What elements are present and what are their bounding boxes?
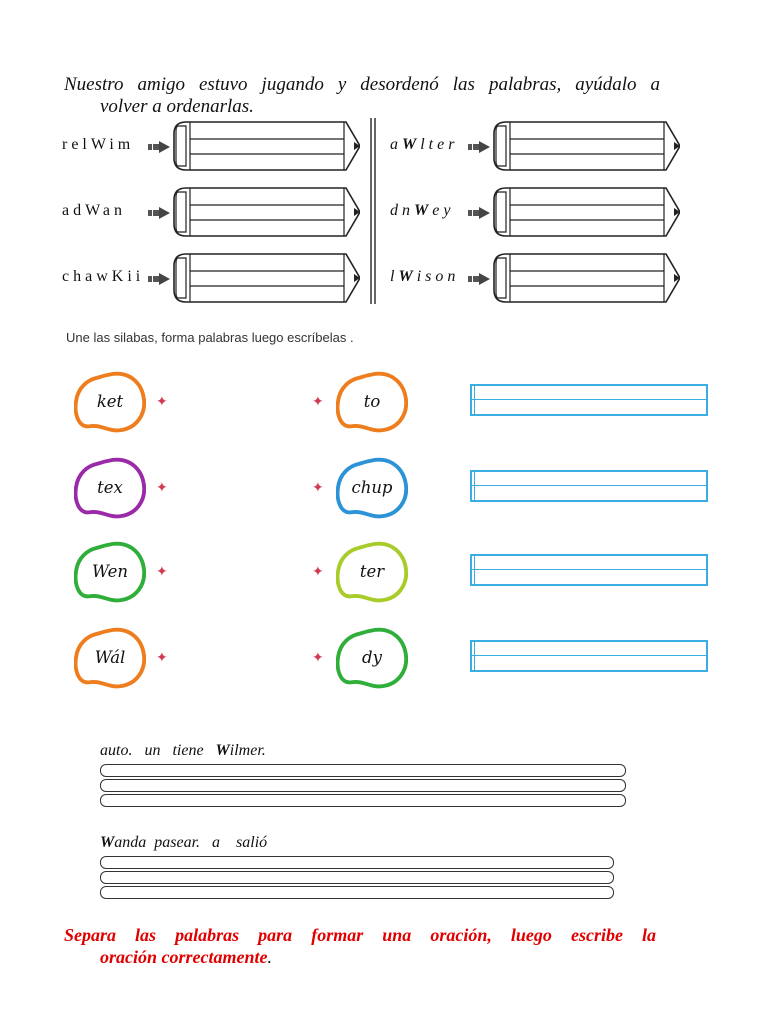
intro-line-2: volver a ordenarlas. bbox=[100, 96, 254, 117]
scrambled-word-right-3 bbox=[390, 268, 459, 286]
syllable-text: ter bbox=[359, 561, 385, 581]
pencil-answer-field-left-2[interactable] bbox=[172, 186, 360, 243]
pencil-answer-field-right-2[interactable] bbox=[492, 186, 680, 243]
scrambled-word-left-3 bbox=[62, 268, 144, 286]
sentence-part: auto. un tiene bbox=[100, 742, 216, 759]
pencil-answer-field-right-3[interactable] bbox=[492, 252, 680, 309]
word-writing-box-3[interactable] bbox=[470, 554, 708, 586]
scrambled-word-left-2 bbox=[62, 202, 126, 220]
sentence-part: anda pasear. a salió bbox=[114, 834, 268, 851]
plus-star-icon: ✦ bbox=[312, 565, 324, 580]
instruction-line-2: oración correctamente bbox=[100, 947, 268, 967]
plus-star-icon: ✦ bbox=[156, 481, 168, 496]
arrow-right-icon bbox=[148, 272, 170, 291]
writing-margin-line bbox=[474, 556, 475, 584]
syllable-right-2 bbox=[336, 456, 408, 525]
scrambled-part: ison bbox=[416, 268, 460, 285]
arrow-right-icon bbox=[468, 272, 490, 291]
writing-guide-line bbox=[472, 655, 706, 656]
syllable-right-3 bbox=[336, 540, 408, 609]
sentence-part: ilmer. bbox=[229, 742, 266, 759]
sentence-bold-letter: W bbox=[100, 834, 115, 851]
scrambled-part: chawK bbox=[62, 268, 128, 285]
writing-guide-line bbox=[472, 569, 706, 570]
intro-text bbox=[64, 74, 660, 118]
sentence-guide-rail bbox=[100, 856, 614, 869]
syllable-left-1 bbox=[74, 370, 146, 439]
scrambled-part: dn bbox=[390, 202, 414, 219]
syllable-text: to bbox=[363, 391, 381, 411]
word-writing-box-4[interactable] bbox=[470, 640, 708, 672]
scrambled-word-right-1 bbox=[390, 136, 458, 154]
scrambled-part: a bbox=[390, 136, 402, 153]
syllable-text: Wen bbox=[92, 561, 128, 581]
plus-star-icon: ✦ bbox=[156, 565, 168, 580]
pencil-answer-field-left-3[interactable] bbox=[172, 252, 360, 309]
syllable-text: chup bbox=[351, 477, 393, 497]
scrambled-bold-letter: W bbox=[398, 268, 417, 285]
sentence-bold-letter: W bbox=[215, 742, 230, 759]
writing-margin-line bbox=[474, 642, 475, 670]
intro-line-1: Nuestro amigo estuvo jugando y desordenó las palabras, ayúdalo a bbox=[64, 74, 660, 95]
scrambled-part: im bbox=[109, 136, 135, 153]
scrambled-part: adWan bbox=[62, 202, 127, 219]
sentence-writing-line-1[interactable] bbox=[100, 779, 626, 792]
word-writing-box-1[interactable] bbox=[470, 384, 708, 416]
arrow-right-icon bbox=[148, 140, 170, 159]
arrow-right-icon bbox=[148, 206, 170, 225]
syllable-left-4 bbox=[74, 626, 146, 695]
syllable-text: tex bbox=[97, 477, 123, 497]
plus-star-icon: ✦ bbox=[156, 395, 168, 410]
writing-margin-line bbox=[474, 386, 475, 414]
instruction-period: . bbox=[267, 947, 272, 967]
word-writing-box-2[interactable] bbox=[470, 470, 708, 502]
syllable-instructions: Une las silabas, forma palabras luego escríbelas . bbox=[66, 330, 354, 345]
pencil-answer-field-right-1[interactable] bbox=[492, 120, 680, 177]
plus-star-icon: ✦ bbox=[312, 481, 324, 496]
syllable-left-3 bbox=[74, 540, 146, 609]
writing-guide-line bbox=[472, 485, 706, 486]
instruction-line-1: Separa las palabras para formar una oración, luego escribe la bbox=[64, 925, 656, 945]
scrambled-part: relW bbox=[62, 136, 110, 153]
sentence-guide-rail bbox=[100, 886, 614, 899]
syllable-text: ket bbox=[96, 391, 124, 411]
sentence-instructions bbox=[64, 924, 656, 968]
scrambled-bold-letter: W bbox=[414, 202, 433, 219]
arrow-right-icon bbox=[468, 206, 490, 225]
syllable-left-2 bbox=[74, 456, 146, 525]
sentence-guide-rail bbox=[100, 794, 626, 807]
column-divider bbox=[370, 118, 376, 304]
arrow-right-icon bbox=[468, 140, 490, 159]
writing-guide-line bbox=[472, 399, 706, 400]
pencil-answer-field-left-1[interactable] bbox=[172, 120, 360, 177]
scrambled-part: ey bbox=[432, 202, 455, 219]
sentence-writing-line-2[interactable] bbox=[100, 871, 614, 884]
scrambled-sentence-2 bbox=[100, 834, 267, 852]
syllable-text: dy bbox=[362, 647, 382, 667]
scrambled-part: lter bbox=[420, 136, 459, 153]
syllable-right-1 bbox=[336, 370, 408, 439]
scrambled-bold-letter: W bbox=[402, 136, 421, 153]
scrambled-word-right-2 bbox=[390, 202, 454, 220]
scrambled-part: l bbox=[390, 268, 399, 285]
syllable-right-4 bbox=[336, 626, 408, 695]
plus-star-icon: ✦ bbox=[156, 651, 168, 666]
instruction-line-2-wrap bbox=[64, 946, 656, 968]
sentence-guide-rail bbox=[100, 764, 626, 777]
plus-star-icon: ✦ bbox=[312, 395, 324, 410]
scrambled-sentence-1 bbox=[100, 742, 266, 760]
scrambled-part: ii bbox=[127, 268, 145, 285]
syllable-text: Wál bbox=[94, 647, 126, 667]
writing-margin-line bbox=[474, 472, 475, 500]
plus-star-icon: ✦ bbox=[312, 651, 324, 666]
scrambled-word-left-1 bbox=[62, 136, 134, 154]
